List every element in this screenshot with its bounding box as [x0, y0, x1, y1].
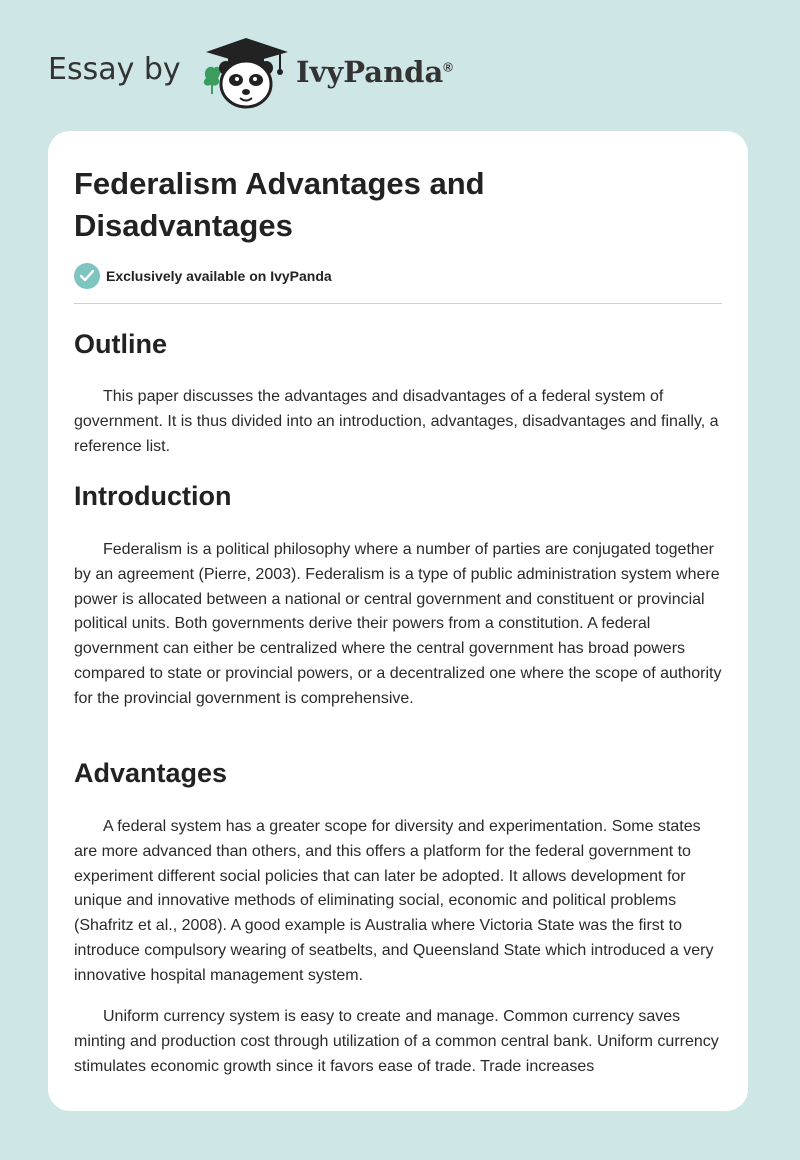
paragraph-advantages-1: A federal system has a greater scope for diversity and experimentation. Some states are more advanced than others, and this offers a platform for the federal government to experiment different social policies that can later be adopted. It allows development for unique and innovative methods of eliminating social, economic and political problems (Shafritz et al., 2008). A good example is Australia where Victoria State was the first to introduce compulsory wearing of seatbelts, and Queensland State which introduced a very innovative hospital management system.: [74, 818, 714, 984]
registered-mark: ®: [443, 59, 453, 75]
paragraph-advantages-2: Uniform currency system is easy to create and manage. Common currency saves minting and production cost through utilization of a common central bank. Uniform currency stimulates economic growth since it favors ease of trade. Trade increases: [74, 1008, 719, 1075]
brand-name[interactable]: [296, 55, 453, 89]
essay-by-label: Essay by: [48, 52, 181, 87]
site-header: [48, 34, 748, 114]
badge-text: Exclusively available on IvyPanda: [106, 268, 332, 284]
brand-text: IvyPanda: [296, 55, 444, 89]
essay-title: Federalism Advantages and Disadvantages: [74, 166, 485, 243]
paragraph-outline: This paper discusses the advantages and disadvantages of a federal system of government. It is thus divided into an introduction, advantages, disadvantages and finally, a reference list.: [74, 388, 719, 455]
section-heading-introduction: Introduction: [74, 481, 232, 511]
title-divider: [74, 303, 722, 304]
section-heading-outline: Outline: [74, 329, 167, 359]
paragraph-introduction: Federalism is a political philosophy where a number of parties are conjugated together by an agreement (Pierre, 2003). Federalism is a type of public administration system where power is allocated between a national or central government and constituent or provincial political units. Both governments derive their powers from a constitution. A federal government can either be centralized where the central government has broad powers compared to state or provincial powers, or a decentralized one where the scope of authority for the provincial government is comprehensive.: [74, 541, 722, 707]
section-heading-advantages: Advantages: [74, 758, 228, 788]
check-icon: [74, 263, 100, 289]
panda-logo-icon[interactable]: [200, 34, 292, 110]
essay-card: [48, 131, 748, 1111]
